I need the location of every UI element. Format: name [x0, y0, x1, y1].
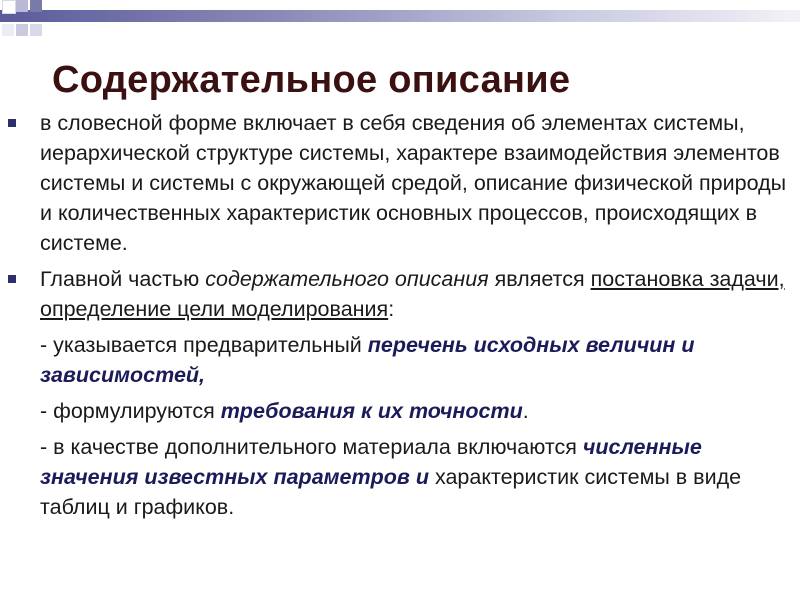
- sub-item-text: - в качестве дополнительного материала включаются: [40, 435, 583, 459]
- slide-title: Содержательное описание: [52, 59, 571, 101]
- header-decoration-band: [0, 10, 800, 22]
- decorative-square: [2, 0, 16, 14]
- decorative-square: [30, 24, 42, 36]
- decorative-square: [2, 24, 14, 36]
- sub-item-text: - указывается предварительный: [40, 333, 368, 357]
- sub-item-text: - формулируются: [40, 399, 221, 423]
- sub-item-emphasis: требования к их точности: [220, 399, 523, 423]
- bullet-text-underlined: постановка задачи, определение цели моделирования: [40, 267, 785, 321]
- sub-item-text: .: [522, 399, 529, 423]
- bullet-item: [8, 264, 792, 324]
- square-bullet-icon: [8, 275, 16, 283]
- slide-content: [8, 108, 792, 526]
- bullet-item: [8, 108, 792, 258]
- sub-item: [8, 330, 792, 390]
- bullet-text: в словесной форме включает в себя сведения об элементах системы, иерархической структуре системы, характере взаимодействия элементов системы и системы с окружающей средой, описание физической природы и количественных характеристик основных процессов, происходящих в системе.: [40, 111, 787, 255]
- sub-item: [8, 396, 792, 426]
- square-bullet-icon: [8, 119, 16, 127]
- sub-item: [8, 432, 792, 522]
- bullet-text-italic: содержательного описания: [205, 267, 489, 291]
- decorative-square: [16, 0, 28, 12]
- sub-item-emphasis: перечень исходных величин и зависимостей,: [40, 333, 695, 387]
- decorative-square: [16, 24, 28, 36]
- sub-item-emphasis: численные значения известных параметров и: [40, 435, 702, 489]
- sub-item-text: характеристик системы в виде таблиц и графиков.: [40, 465, 742, 519]
- bullet-text-part: является: [488, 267, 591, 291]
- bullet-text-part: :: [388, 297, 395, 321]
- bullet-text-part: Главной частью: [40, 267, 206, 291]
- decorative-square: [30, 0, 42, 12]
